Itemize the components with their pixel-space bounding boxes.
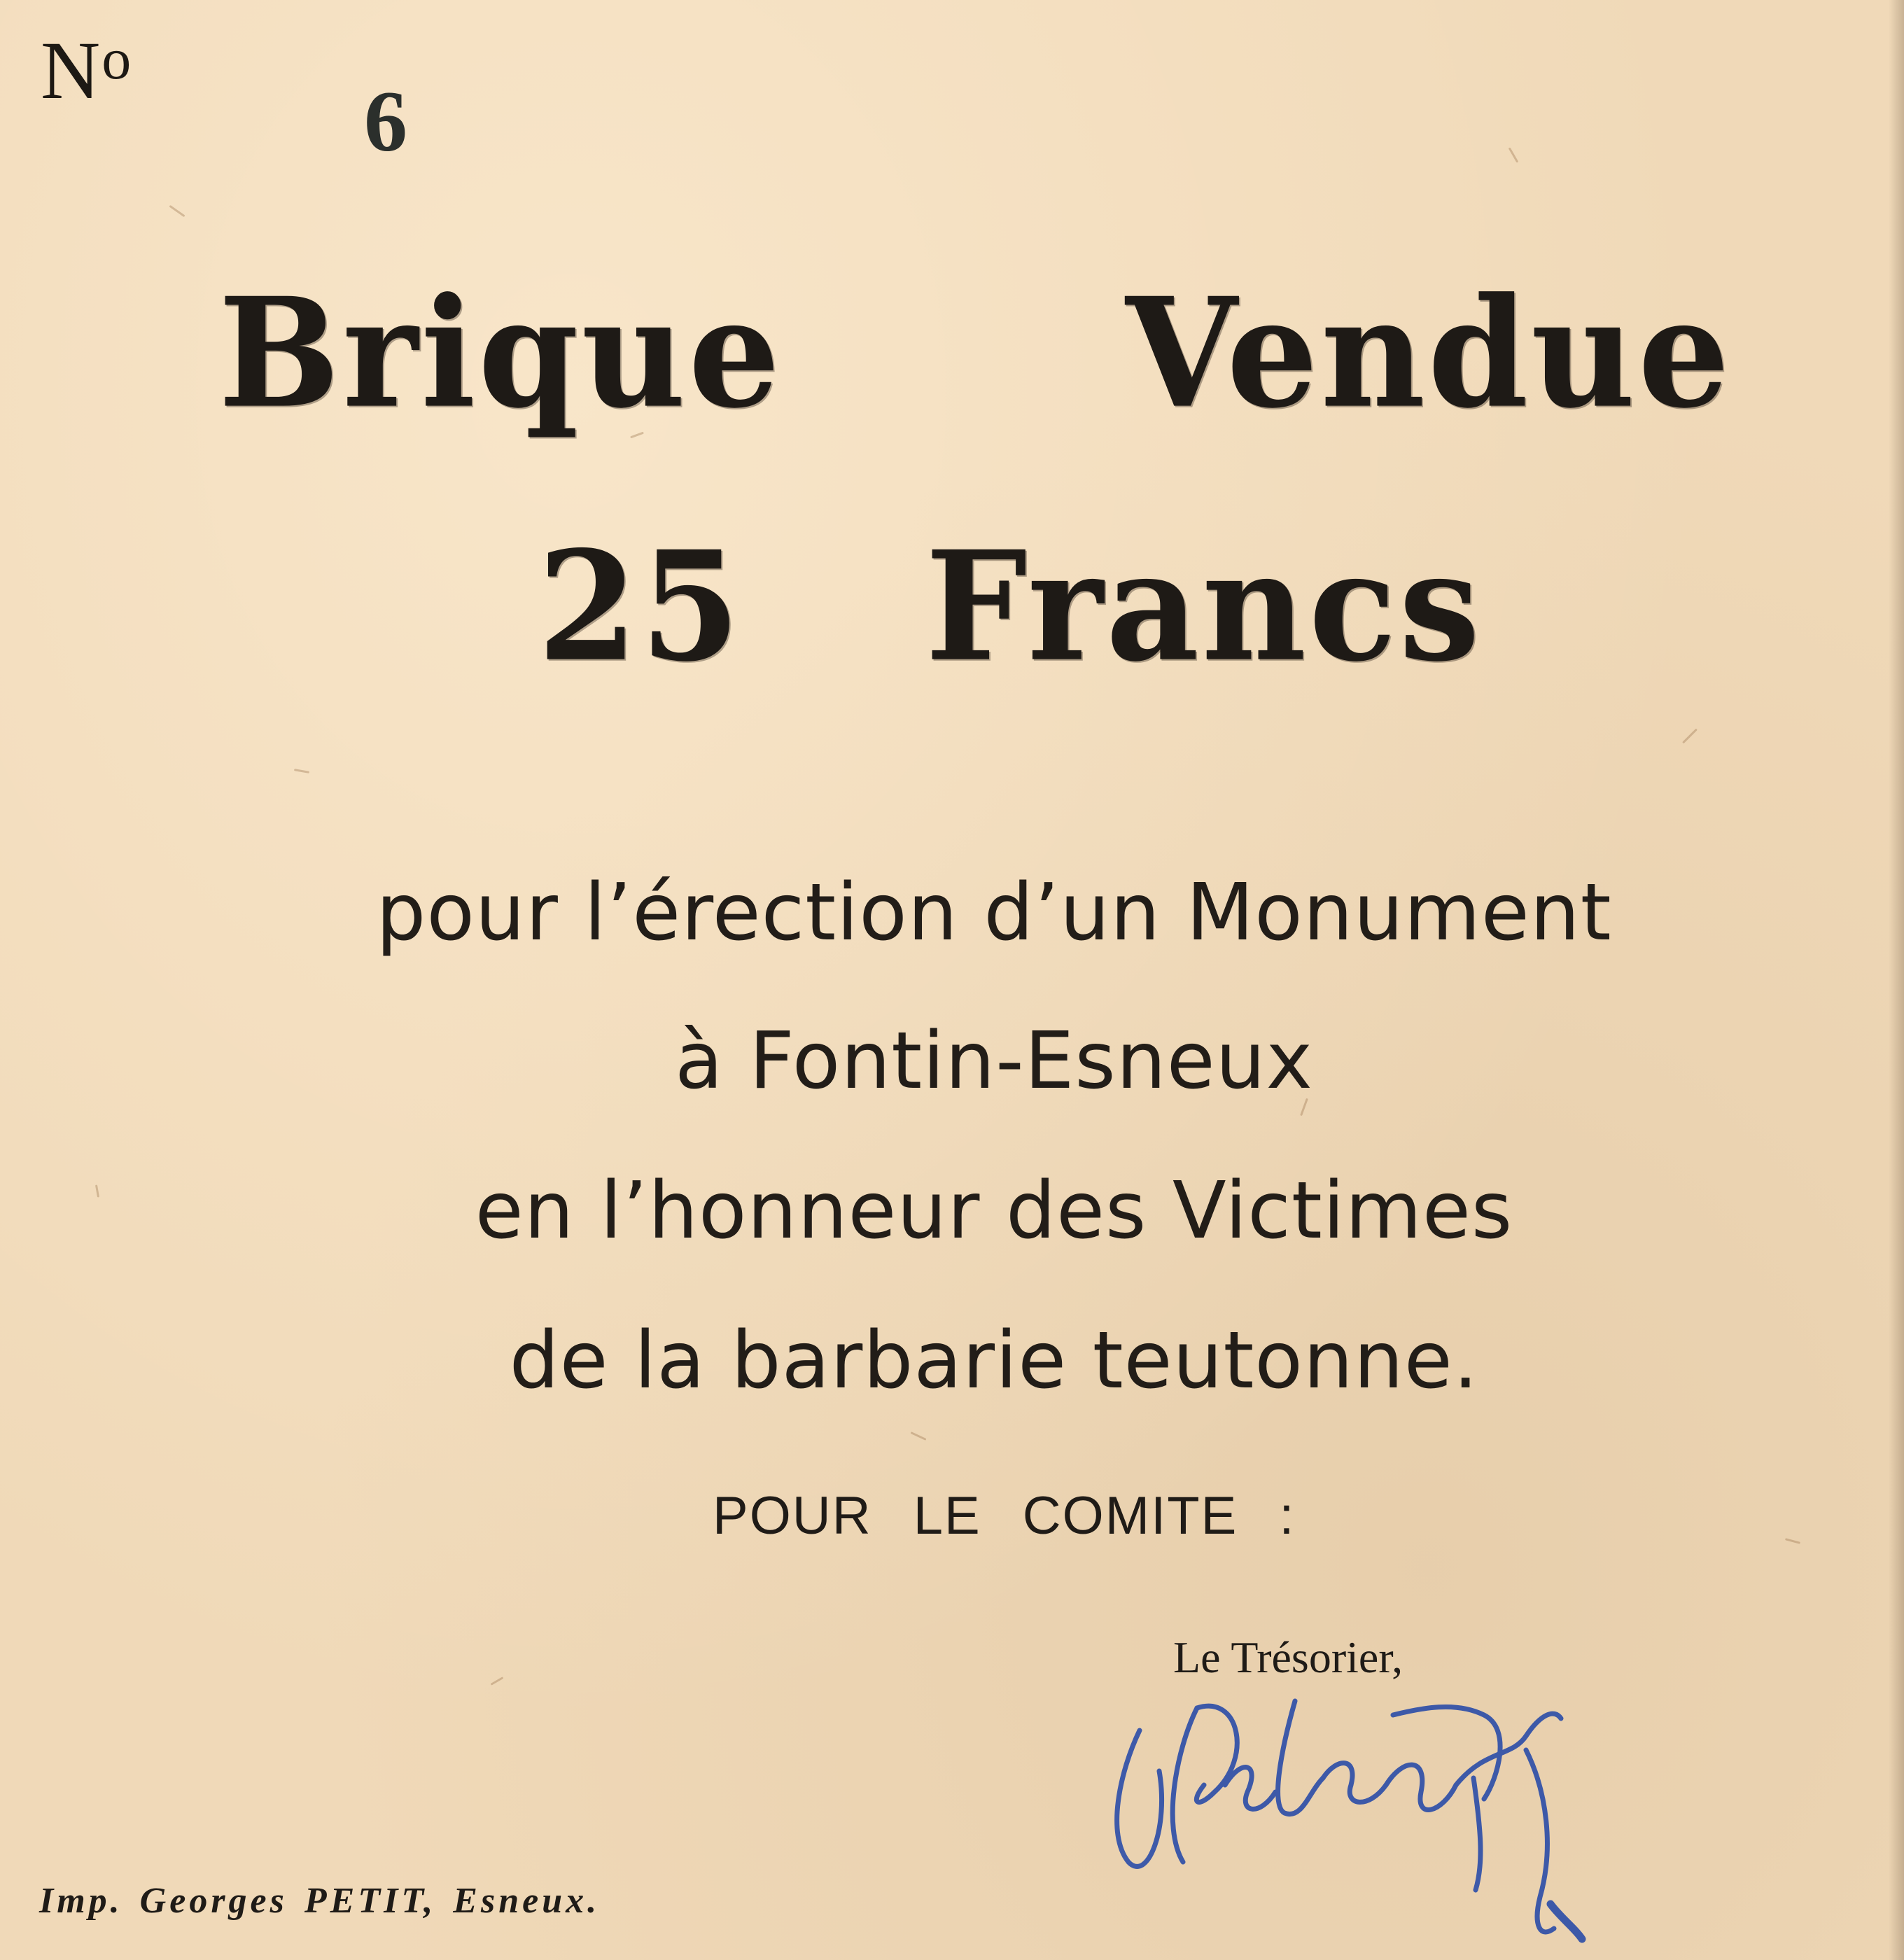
committee-heading: POUR LE COMITE : bbox=[713, 1486, 1296, 1546]
signature-stroke bbox=[1225, 1768, 1275, 1809]
number-label: $N^o$ bbox=[41, 24, 132, 116]
headline-brique: Brique bbox=[218, 265, 783, 442]
handwritten-signature bbox=[1092, 1652, 1652, 1946]
paper-fiber bbox=[1682, 729, 1698, 744]
paper-fiber bbox=[910, 1432, 926, 1441]
treasurer-title: Le Trésorier, bbox=[1173, 1632, 1404, 1682]
paper-fiber bbox=[1508, 147, 1519, 162]
signature-stroke bbox=[1550, 1904, 1582, 1939]
signature-stroke bbox=[1474, 1778, 1480, 1890]
signature-stroke bbox=[1196, 1706, 1237, 1802]
serial-number: 6 bbox=[364, 74, 407, 169]
headline-francs: Francs bbox=[925, 519, 1483, 696]
number-label-superscript: o bbox=[102, 27, 132, 92]
body-line-3: en l’honneur des Victimes bbox=[475, 1166, 1513, 1256]
body-line-4: de la barbarie teutonne. bbox=[509, 1315, 1479, 1406]
paper-fiber bbox=[491, 1676, 504, 1686]
paper-fiber bbox=[294, 769, 309, 774]
signature-stroke bbox=[1393, 1707, 1500, 1799]
printer-imprint: Imp. Georges PETIT, Esneux. bbox=[39, 1881, 601, 1921]
signature-stroke bbox=[1386, 1765, 1456, 1809]
headline-vendue: Vendue bbox=[1126, 265, 1732, 442]
body-line-2: à Fontin-Esneux bbox=[675, 1016, 1313, 1107]
signature-stroke bbox=[1456, 1714, 1561, 1785]
paper-fiber bbox=[169, 205, 185, 217]
signature-stroke bbox=[1278, 1701, 1323, 1814]
signature-stroke bbox=[1323, 1763, 1386, 1802]
headline-amount: 25 bbox=[538, 519, 743, 696]
paper-fiber bbox=[1785, 1538, 1800, 1544]
body-line-1: pour l’érection d’un Monument bbox=[376, 867, 1612, 958]
signature-stroke bbox=[1117, 1730, 1162, 1866]
paper-edge-shadow bbox=[1889, 0, 1904, 1960]
signature-stroke bbox=[1172, 1708, 1197, 1862]
